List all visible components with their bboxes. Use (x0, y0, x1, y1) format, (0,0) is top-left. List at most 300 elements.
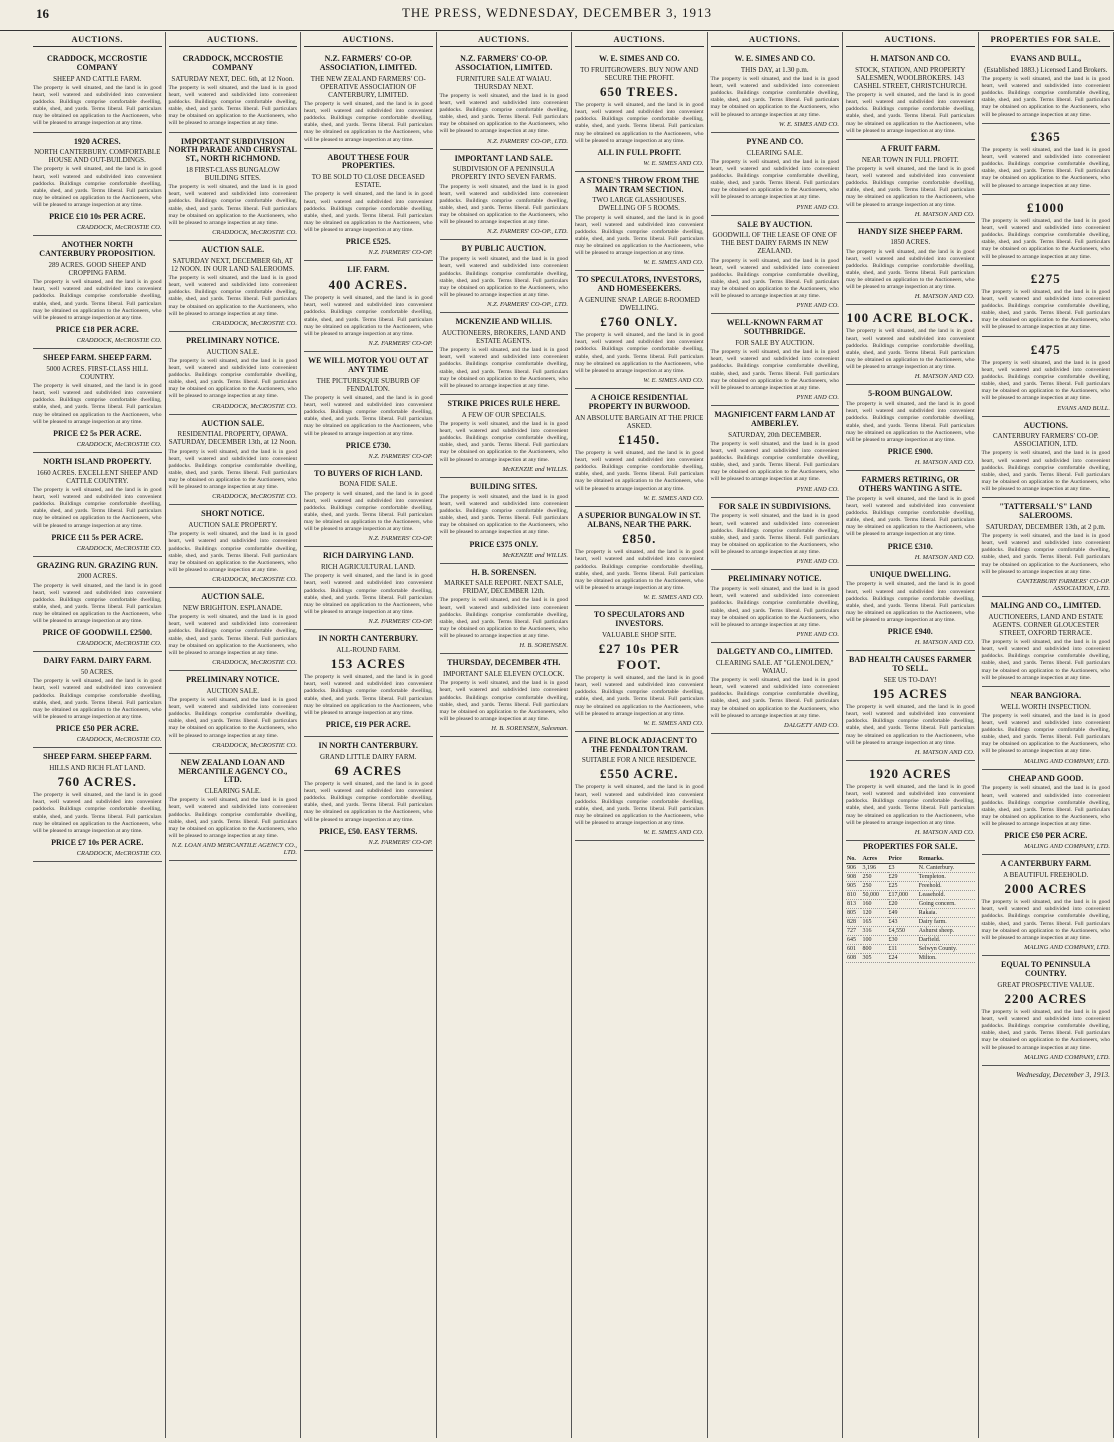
ad-signature: PYNE AND CO. (796, 203, 839, 211)
ad-body-text: The property is well situated, and the land is in good heart, well watered and subdivided into convenient paddocks. Buildings comprise comfortable dwelling, stable, shed, and yards. Terms liberal. Full particulars may be obtained on application to the Auctioneers, who will be pleased to arrange inspection at any time. (439, 597, 568, 640)
column-heading: AUCTIONS. (846, 32, 975, 47)
ad-display-figure: £550 ACRE. (599, 766, 679, 782)
ad-price: PRICE, £19 PER ACRE. (325, 720, 411, 729)
table-row (846, 863, 975, 872)
ad-body-text: The property is well situated, and the land is in good heart, well watered and subdivided into convenient paddocks. Buildings comprise comfortable dwelling, stable, shed, and yards. Terms liberal. Full particulars may be obtained on application to the Auctioneers, who will be pleased to arrange inspection at any time. (575, 214, 704, 257)
ad-subheading: SATURDAY, 20th DECEMBER. (728, 430, 822, 439)
ad-body-text: The property is well situated, and the land is in good heart, well watered and subdivided into convenient paddocks. Buildings comprise comfortable dwelling, stable, shed, and yards. Terms liberal. Full particulars may be obtained on application to the Auctioneers, who will be pleased to arrange inspection at any time. (575, 332, 704, 374)
ad-headline: PRELIMINARY NOTICE. (728, 574, 822, 584)
ad-headline: FOR SALE IN SUBDIVISIONS. (718, 501, 831, 511)
advertisement (846, 50, 975, 140)
ad-signature: W. E. SIMES AND CO. (643, 829, 704, 837)
table-cell: Templeton. (918, 872, 975, 881)
ad-signature: PYNE AND CO. (796, 302, 839, 310)
ad-display-figure: £1450. (618, 431, 661, 447)
advertisement (575, 507, 704, 607)
advertisement (575, 389, 704, 507)
ad-body-text: The property is well situated, and the land is in good heart, well watered and subdivided into convenient paddocks. Buildings comprise comfortable dwelling, stable, shed, and yards. Terms liberal. Full particulars may be obtained on application to the Auctioneers, who will be pleased to arrange inspection at any time. (846, 495, 975, 538)
advertisement (575, 606, 704, 732)
ad-signature: H. B. SORENSEN, Salesman. (491, 725, 568, 733)
ad-signature: CRADDOCK, McCROSTIE CO. (76, 544, 162, 552)
ad-headline: TO BUYERS OF RICH LAND. (314, 468, 423, 478)
advertisement (846, 566, 975, 652)
table-cell: £49 (888, 908, 918, 917)
advertisement (982, 597, 1111, 687)
ad-signature: MALING AND COMPANY, LTD. (1024, 757, 1110, 765)
ad-body-text: The property is well situated, and the land is in good heart, well watered and subdivided into convenient paddocks. Buildings comprise comfortable dwelling, stable, shed, and yards. Terms liberal. Full particulars may be obtained on application to the Auctioneers, who will be pleased to arrange inspection at any time. (168, 614, 297, 656)
table-cell: 160 (861, 899, 887, 908)
ad-headline: NORTH ISLAND PROPERTY. (43, 456, 152, 466)
ad-body-text: The property is well situated, and the land is in good heart, well watered and subdivided into convenient paddocks. Buildings comprise comfortable dwelling, stable, shed, and yards. Terms liberal. Full particulars may be obtained on application to the Auctioneers, who will be pleased to arrange inspection at any time. (33, 792, 162, 834)
ad-body-text: The property is well situated, and the land is in good heart, well watered and subdivided into convenient paddocks. Buildings comprise comfortable dwelling, stable, shed, and yards. Terms liberal. Full particulars may be obtained on application to the Auctioneers, who will be pleased to arrange inspection at any time. (846, 401, 975, 443)
ad-signature: W. E. SIMES AND CO. (643, 594, 704, 602)
ad-body-text: The property is well situated, and the land is in good heart, well watered and subdivided into convenient paddocks. Buildings comprise comfortable dwelling, stable, shed, and yards. Terms liberal. Full particulars may be obtained on application to the Auctioneers, who will be pleased to arrange inspection at any time. (33, 582, 162, 625)
ad-body-text: The property is well situated, and the land is in good heart, well watered and subdivided into convenient paddocks. Buildings comprise comfortable dwelling, stable, shed, and yards. Terms liberal. Full particulars may be obtained on application to the Auctioneers, who will be pleased to arrange inspection at any time. (168, 274, 297, 317)
ad-signature: H. MATSON AND CO. (914, 373, 975, 381)
ad-signature: W. E. SIMES AND CO. (778, 120, 839, 128)
ad-headline: CHEAP AND GOOD. (1008, 773, 1084, 783)
ad-price: PRICE £940. (887, 627, 933, 637)
ad-headline: BAD HEALTH CAUSES FARMER TO SELL. (849, 655, 972, 674)
ad-body-text: The property is well situated, and the land is in good heart, well watered and subdivided into convenient paddocks. Buildings comprise comfortable dwelling, stable, shed, and yards. Terms liberal. Full particulars may be obtained on application to the Auctioneers, who will be pleased to arrange inspection at any time. (846, 91, 975, 134)
table-row (846, 953, 975, 962)
ad-subheading: MARKET SALE REPORT. NEXT SALE, FRIDAY, DECEMBER 12th. (444, 579, 564, 596)
table-cell: 165 (861, 917, 887, 926)
ad-headline: BY PUBLIC AUCTION. (461, 244, 546, 254)
ad-price: PRICE OF GOODWILL £2500. (42, 628, 152, 638)
ad-headline: ANOTHER NORTH CANTERBURY PROPOSITION. (39, 240, 156, 259)
ad-subheading: TO BE SOLD TO CLOSE DECEASED ESTATE. (311, 173, 425, 190)
ad-signature: N.Z. FARMERS' CO-OP., LTD. (487, 228, 568, 236)
ad-subheading: CLEARING SALE. (746, 148, 803, 157)
ad-signature: N.Z. FARMERS' CO-OP., LTD. (487, 301, 568, 309)
ad-signature: H. MATSON AND CO. (914, 459, 975, 467)
advertisement (169, 671, 298, 754)
ad-display-figure: 69 ACRES (334, 762, 403, 778)
ad-headline: A SUPERIOR BUNGALOW IN ST. ALBANS, NEAR THE PARK. (577, 510, 701, 529)
advertisement (982, 50, 1111, 124)
advertisement (575, 271, 704, 389)
ad-body-text: The property is well situated, and the land is in good heart, well watered and subdivided into convenient paddocks. Buildings comprise comfortable dwelling, stable, shed, and yards. Terms liberal. Full particulars may be obtained on application to the Auctioneers, who will be pleased to arrange inspection at any time. (846, 248, 975, 291)
ad-signature: DALGETY AND CO. (784, 721, 839, 729)
ad-display-figure: 760 ACRES. (57, 774, 137, 790)
ad-body-text: The property is well situated, and the land is in good heart, well watered and subdivided into convenient paddocks. Buildings comprise comfortable dwelling, stable, shed, and yards. Terms liberal. Full particulars may be obtained on application to the Auctioneers, who will be pleased to arrange inspection at any time. (981, 359, 1110, 402)
ad-subheading: A FEW OF OUR SPECIALS. (461, 410, 546, 419)
table-row (846, 881, 975, 890)
ad-subheading: A BEAUTIFUL FREEHOLD. (1003, 871, 1089, 880)
ad-display-figure: £760 ONLY. (600, 314, 679, 330)
ad-headline: A FINE BLOCK ADJACENT TO THE FENDALTON TRAM. (581, 735, 698, 754)
advertisement (33, 748, 162, 862)
ad-subheading: 50 ACRES. (80, 668, 114, 677)
table-cell: 316 (861, 926, 887, 935)
ad-body-text: The property is well situated, and the land is in good heart, well watered and subdivided into convenient paddocks. Buildings comprise comfortable dwelling, stable, shed, and yards. Terms liberal. Full particulars may be obtained on application to the Auctioneers, who will be pleased to arrange inspection at any time. (846, 704, 975, 746)
advertisement (33, 453, 162, 557)
ad-subheading: VALUABLE SHOP SITE. (602, 630, 677, 639)
ad-subheading: BONA FIDE SALE. (339, 480, 398, 489)
advertisement (440, 654, 569, 737)
ad-headline: CRADDOCK, MCCROSTIE COMPANY (182, 54, 283, 72)
ad-signature: N.Z. FARMERS' CO-OP., LTD. (487, 137, 568, 145)
advertisement (711, 498, 840, 571)
ad-headline: "TATTERSALL'S" LAND SALEROOMS. (999, 502, 1093, 521)
advertisement (846, 140, 975, 223)
ad-price: PRICE £7 10s PER ACRE. (51, 838, 144, 848)
advertisement (711, 133, 840, 216)
advertisement (169, 588, 298, 671)
ad-subheading: AUCTION SALE. (206, 347, 259, 356)
ad-body-text: The property is well situated, and the land is in good heart, well watered and subdivided into convenient paddocks. Buildings comprise comfortable dwelling, stable, shed, and yards. Terms liberal. Full particulars may be obtained on application to the Auctioneers, who will be pleased to arrange inspection at any time. (439, 680, 568, 722)
ad-subheading: NORTH CANTERBURY. COMFORTABLE HOUSE AND OUT-BUILDINGS. (34, 148, 161, 165)
ad-subheading: FURNITURE SALE AT WAIAU. THURSDAY NEXT. (456, 74, 552, 91)
ad-display-figure: 100 ACRE BLOCK. (846, 310, 974, 326)
ad-signature: CRADDOCK, McCROSTIE CO. (76, 640, 162, 648)
ad-body-text: The property is well situated, and the land is in good heart, well watered and subdivided into convenient paddocks. Buildings comprise comfortable dwelling, stable, shed, and yards. Terms liberal. Full particulars may be obtained on application to the Auctioneers, who will be pleased to arrange inspection at any time. (846, 165, 975, 208)
ad-price: ALL IN FULL PROFIT. (597, 147, 681, 157)
advertisement (440, 313, 569, 395)
ad-body-text: The property is well situated, and the land is in good heart, well watered and subdivided into convenient paddocks. Buildings comprise comfortable dwelling, stable, shed, and yards. Terms liberal. Full particulars may be obtained on application to the Auctioneers, who will be pleased to arrange inspection at any time. (981, 450, 1110, 493)
ad-signature: H. MATSON AND CO. (914, 553, 975, 561)
advertisement (169, 505, 298, 588)
ad-headline: WELL-KNOWN FARM AT SOUTHBRIDGE. (726, 318, 823, 337)
table-row (846, 890, 975, 899)
table-cell: 50,000 (861, 890, 887, 899)
ad-subheading: 1660 ACRES. EXCELLENT SHEEP AND CATTLE COUNTRY. (36, 468, 158, 485)
ad-signature: PYNE AND CO. (796, 631, 839, 639)
ad-signature: CANTERBURY FARMERS' CO-OP. ASSOCIATION, LTD. (1016, 577, 1110, 592)
ad-headline: W. E. SIMES AND CO. (599, 54, 680, 63)
ad-signature: N.Z. FARMERS' CO-OP. (368, 618, 433, 626)
ad-subheading: GREAT PROSPECTIVE VALUE. (997, 980, 1095, 989)
advertisement (846, 761, 975, 841)
advertisement (304, 352, 433, 465)
ad-signature: N.Z. LOAN AND MERCANTILE AGENCY CO., LTD. (171, 842, 297, 857)
ad-signature: McKENZIE and WILLIS. (502, 551, 568, 559)
ad-body-text: The property is well situated, and the land is in good heart, well watered and subdivided into convenient paddocks. Buildings comprise comfortable dwelling, stable, shed, and yards. Terms liberal. Full particulars may be obtained on application to the Auctioneers, who will be pleased to arrange inspection at any time. (33, 486, 162, 529)
ad-subheading: CANTERBURY FARMERS' CO-OP. ASSOCIATION, LTD. (992, 432, 1099, 449)
ad-body-text: The property is well situated, and the land is in good heart, well watered and subdivided into convenient paddocks. Buildings comprise comfortable dwelling, stable, shed, and yards. Terms liberal. Full particulars may be obtained on application to the Auctioneers, who will be pleased to arrange inspection at any time. (710, 158, 839, 201)
columns-container (30, 32, 1114, 1438)
ad-body-text: The property is well situated, and the land is in good heart, well watered and subdivided into convenient paddocks. Buildings comprise comfortable dwelling, stable, shed, and yards. Terms liberal. Full particulars may be obtained on application to the Auctioneers, who will be pleased to arrange inspection at any time. (439, 493, 568, 536)
ad-headline: A CANTERBURY FARM. (1000, 859, 1092, 869)
table-cell: £20 (888, 899, 918, 908)
column-7 (843, 32, 979, 1438)
ad-body-text: The property is well situated, and the land is in good heart, well watered and subdivided into convenient paddocks. Buildings comprise comfortable dwelling, stable, shed, and yards. Terms liberal. Full particulars may be obtained on application to the Auctioneers, who will be pleased to arrange inspection at any time. (981, 712, 1110, 755)
ad-body-text: The property is well situated, and the land is in good heart, well watered and subdivided into convenient paddocks. Buildings comprise comfortable dwelling, stable, shed, and yards. Terms liberal. Full particulars may be obtained on application to the Auctioneers, who will be pleased to arrange inspection at any time. (575, 784, 704, 827)
ad-headline: NEW ZEALAND LOAN AND MERCANTILE AGENCY CO., LTD. (178, 757, 288, 785)
ad-signature: MALING AND COMPANY, LTD. (1024, 843, 1110, 851)
table-cell: 305 (861, 953, 887, 962)
column-heading: AUCTIONS. (33, 32, 162, 47)
table-cell: Milton. (918, 953, 975, 962)
ad-signature: PYNE AND CO. (796, 394, 839, 402)
ad-signature: H. MATSON AND CO. (914, 828, 975, 836)
ad-body-text: The property is well situated, and the land is in good heart, well watered and subdivided into convenient paddocks. Buildings comprise comfortable dwelling, stable, shed, and yards. Terms liberal. Full particulars may be obtained on application to the Auctioneers, who will be pleased to arrange inspection at any time. (846, 328, 975, 371)
ad-signature: CRADDOCK, McCROSTIE CO. (76, 224, 162, 232)
ad-body-text: The property is well situated, and the land is in good heart, well watered and subdivided into convenient paddocks. Buildings comprise comfortable dwelling, stable, shed, and yards. Terms liberal. Full particulars may be obtained on application to the Auctioneers, who will be pleased to arrange inspection at any time. (304, 490, 433, 533)
ad-signature: W. E. SIMES AND CO. (643, 377, 704, 385)
table-cell: £30 (888, 935, 918, 944)
ad-signature: N.Z. FARMERS' CO-OP. (368, 838, 433, 846)
ad-subheading: GRAND LITTLE DAIRY FARM. (320, 752, 417, 761)
ad-body-text: The property is well situated, and the land is in good heart, well watered and subdivided into convenient paddocks. Buildings comprise comfortable dwelling, stable, shed, and yards. Terms liberal. Full particulars may be obtained on application to the Auctioneers, who will be pleased to arrange inspection at any time. (168, 448, 297, 491)
ad-body-text: The property is well situated, and the land is in good heart, well watered and subdivided into convenient paddocks. Buildings comprise comfortable dwelling, stable, shed, and yards. Terms liberal. Full particulars may be obtained on application to the Auctioneers, who will be pleased to arrange inspection at any time. (439, 256, 568, 299)
ad-subheading: RICH AGRICULTURAL LAND. (320, 563, 416, 572)
ad-headline: IMPORTANT LAND SALE. (454, 153, 553, 163)
ad-signature: CRADDOCK, McCROSTIE CO. (212, 319, 297, 327)
ad-display-figure: 1920 ACRES (868, 765, 952, 781)
ad-headline: 1920 ACRES. (73, 136, 121, 146)
paper-title: THE PRESS, WEDNESDAY, DECEMBER 3, 1913 (401, 5, 713, 20)
ad-display-figure: £365 (1030, 128, 1061, 144)
ad-subheading: TWO LARGE GLASSHOUSES. DWELLING OF 5 ROOMS. (592, 196, 687, 213)
ad-signature: CRADDOCK, McCROSTIE CO. (212, 576, 297, 584)
ad-headline: HANDY SIZE SHEEP FARM. (858, 226, 963, 236)
column-4 (437, 32, 573, 1438)
ad-headline: SHEEP FARM. SHEEP FARM. (43, 752, 152, 762)
ad-signature: CRADDOCK, McCROSTIE CO. (76, 440, 162, 448)
ad-body-text: The property is well situated, and the land is in good heart, well watered and subdivided into convenient paddocks. Buildings comprise comfortable dwelling, stable, shed, and yards. Terms liberal. Full particulars may be obtained on application to the Auctioneers, who will be pleased to arrange inspection at any time. (168, 696, 297, 739)
ad-headline: AUCTION SALE. (201, 592, 265, 602)
advertisement (169, 332, 298, 415)
ad-body-text: The property is well situated, and the land is in good heart, well watered and subdivided into convenient paddocks. Buildings comprise comfortable dwelling, stable, shed, and yards. Terms liberal. Full particulars may be obtained on application to the Auctioneers, who will be pleased to arrange inspection at any time. (304, 295, 433, 337)
ad-display-figure: 2200 ACRES (1004, 990, 1088, 1006)
ad-subheading: AUCTIONEERS, LAND AND ESTATE AGENTS. CORNER GLOUCESTER STREET, OXFORD TERRACE. (988, 612, 1104, 637)
ad-price: PRICE £900. (887, 447, 933, 457)
ad-subheading: (Established 1883.) Licensed Land Brokers. (984, 65, 1108, 74)
advertisement (982, 337, 1111, 417)
table-row (846, 872, 975, 881)
ad-body-text: The property is well situated, and the land is in good heart, well watered and subdivided into convenient paddocks. Buildings comprise comfortable dwelling, stable, shed, and yards. Terms liberal. Full particulars may be obtained on application to the Auctioneers, who will be pleased to arrange inspection at any time. (981, 785, 1110, 828)
advertisement (304, 261, 433, 352)
ad-subheading: CLEARING SALE. (204, 787, 261, 796)
advertisement (440, 395, 569, 478)
ad-subheading: FOR SALE BY AUCTION. (735, 339, 815, 348)
table-cell: N. Canterbury. (918, 863, 975, 872)
ad-body-text: The property is well situated, and the land is in good heart, well watered and subdivided into convenient paddocks. Buildings comprise comfortable dwelling, stable, shed, and yards. Terms liberal. Full particulars may be obtained on application to the Auctioneers, who will be pleased to arrange inspection at any time. (304, 780, 433, 823)
ad-body-text: The property is well situated, and the land is in good heart, well watered and subdivided into convenient paddocks. Buildings comprise comfortable dwelling, stable, shed, and yards. Terms liberal. Full particulars may be obtained on application to the Auctioneers, who will be pleased to arrange inspection at any time. (304, 573, 433, 616)
ad-display-figure: £1000 (1027, 199, 1065, 215)
ad-display-figure: 2000 ACRES (1004, 881, 1088, 897)
column-heading: AUCTIONS. (711, 32, 840, 47)
advertisement (33, 236, 162, 349)
advertisement (846, 223, 975, 306)
ad-body-text: The property is well situated, and the land is in good heart, well watered and subdivided into convenient paddocks. Buildings comprise comfortable dwelling, stable, shed, and yards. Terms liberal. Full particulars may be obtained on application to the Auctioneers, who will be pleased to arrange inspection at any time. (981, 533, 1110, 575)
ad-price: PRICE £50 PER ACRE. (1004, 831, 1088, 841)
ad-body-text: The property is well situated, and the land is in good heart, well watered and subdivided into convenient paddocks. Buildings comprise comfortable dwelling, stable, shed, and yards. Terms liberal. Full particulars may be obtained on application to the Auctioneers, who will be pleased to arrange inspection at any time. (710, 257, 839, 300)
ad-headline: DALGETY AND CO., LIMITED. (716, 647, 833, 657)
ad-subheading: SUBDIVISION OF A PENINSULA PROPERTY INTO SEVEN FARMS. (451, 165, 556, 182)
ad-signature: MALING AND COMPANY, LTD. (1024, 944, 1110, 952)
table-cell: Freehold. (918, 881, 975, 890)
ad-signature: N.Z. FARMERS' CO-OP. (368, 452, 433, 460)
ad-subheading: NEW BRIGHTON. ESPLANADE. (182, 604, 283, 613)
table-header-row (846, 855, 975, 864)
ad-headline: MCKENZIE AND WILLIS. (455, 317, 553, 327)
ad-headline: AUCTIONS. (1023, 420, 1068, 430)
ad-subheading: HILLS AND RICH FLAT LAND. (49, 764, 146, 773)
ad-headline: SHEEP FARM. SHEEP FARM. (43, 353, 152, 363)
column-1 (30, 32, 166, 1438)
advertisement (440, 564, 569, 655)
ad-headline: DAIRY FARM. DAIRY FARM. (43, 656, 152, 666)
table-cell: 805 (846, 908, 861, 917)
ad-display-figure: £275 (1030, 270, 1061, 286)
ad-body-text: The property is well situated, and the land is in good heart, well watered and subdivided into convenient paddocks. Buildings comprise comfortable dwelling, stable, shed, and yards. Terms liberal. Full particulars may be obtained on application to the Auctioneers, who will be pleased to arrange inspection at any time. (981, 146, 1110, 189)
ad-signature: CRADDOCK, McCROSTIE CO. (212, 402, 297, 410)
ad-body-text: The property is well situated, and the land is in good heart, well watered and subdivided into convenient paddocks. Buildings comprise comfortable dwelling, stable, shed, and yards. Terms liberal. Full particulars may be obtained on application to the Auctioneers, who will be pleased to arrange inspection at any time. (168, 357, 297, 400)
ad-price: PRICE £525. (345, 237, 391, 247)
ad-headline: 5-ROOM BUNGALOW. (868, 389, 953, 399)
column-2 (166, 32, 302, 1438)
ad-subheading: A GENUINE SNAP. LARGE 8-ROOMED DWELLING. (578, 296, 700, 313)
ad-signature: H. MATSON AND CO. (914, 639, 975, 647)
ad-headline: PYNE AND CO. (746, 136, 804, 146)
advertisement (846, 305, 975, 385)
table-cell: £3 (888, 863, 918, 872)
ad-subheading: GOODWILL OF THE LEASE OF ONE OF THE BEST DAIRY FARMS IN NEW ZEALAND. (712, 231, 837, 256)
ad-subheading: RESIDENTIAL PROPERTY, OPAWA. SATURDAY, DECEMBER 13th, at 12 Noon. (168, 430, 297, 447)
ad-body-text: The property is well situated, and the land is in good heart, well watered and subdivided into convenient paddocks. Buildings comprise comfortable dwelling, stable, shed, and yards. Terms liberal. Full particulars may be obtained on application to the Auctioneers, who will be pleased to arrange inspection at any time. (304, 394, 433, 437)
ad-headline: W. E. SIMES AND CO. (734, 54, 815, 63)
advertisement (33, 133, 162, 237)
ad-body-text: The property is well situated, and the land is in good heart, well watered and subdivided into convenient paddocks. Buildings comprise comfortable dwelling, stable, shed, and yards. Terms liberal. Full particulars may be obtained on application to the Auctioneers, who will be pleased to arrange inspection at any time. (981, 1008, 1110, 1051)
ad-body-text: The property is well situated, and the land is in good heart, well watered and subdivided into convenient paddocks. Buildings comprise comfortable dwelling, stable, shed, and yards. Terms liberal. Full particulars may be obtained on application to the Auctioneers, who will be pleased to arrange inspection at any time. (33, 84, 162, 127)
advertisement (304, 465, 433, 548)
ad-signature: H. B. SORENSEN. (519, 642, 568, 650)
ad-subheading: THE PICTURESQUE SUBURB OF FENDALTON. (316, 376, 420, 393)
advertisement (575, 172, 704, 272)
table-row (846, 917, 975, 926)
ad-body-text: The property is well situated, and the land is in good heart, well watered and subdivided into convenient paddocks. Buildings comprise comfortable dwelling, stable, shed, and yards. Terms liberal. Full particulars may be obtained on application to the Auctioneers, who will be pleased to arrange inspection at any time. (981, 75, 1110, 118)
ad-signature: CRADDOCK, McCROSTIE CO. (76, 736, 162, 744)
ad-signature: McKENZIE and WILLIS. (502, 465, 568, 473)
ad-body-text: The property is well situated, and the land is in good heart, well watered and subdivided into convenient paddocks. Buildings comprise comfortable dwelling, stable, shed, and yards. Terms liberal. Full particulars may be obtained on application to the Auctioneers, who will be pleased to arrange inspection at any time. (575, 674, 704, 717)
table-cell: 905 (846, 881, 861, 890)
ad-body-text: The property is well situated, and the land is in good heart, well watered and subdivided into convenient paddocks. Buildings comprise comfortable dwelling, stable, shed, and yards. Terms liberal. Full particulars may be obtained on application to the Auctioneers, who will be pleased to arrange inspection at any time. (33, 279, 162, 321)
advertisement (711, 314, 840, 406)
ad-headline: N.Z. FARMERS' CO-OP. ASSOCIATION, LIMITED. (319, 54, 417, 72)
ad-subheading: NEAR TOWN IN FULL PROFIT. (861, 155, 959, 164)
ad-signature: CRADDOCK, McCROSTIE CO. (212, 493, 297, 501)
table-row (846, 944, 975, 953)
ad-body-text: The property is well situated, and the land is in good heart, well watered and subdivided into convenient paddocks. Buildings comprise comfortable dwelling, stable, shed, and yards. Terms liberal. Full particulars may be obtained on application to the Auctioneers, who will be pleased to arrange inspection at any time. (710, 75, 839, 118)
advertisement (33, 652, 162, 748)
advertisement (440, 50, 569, 150)
ad-headline: N.Z. FARMERS' CO-OP. ASSOCIATION, LIMITED. (455, 54, 553, 72)
advertisement (711, 570, 840, 643)
ad-price: PRICE £730. (345, 440, 391, 450)
ad-subheading: THIS DAY, at 1.30 p.m. (740, 65, 809, 74)
ad-headline: AUCTION SALE. (201, 245, 265, 254)
ad-headline: TO SPECULATORS, INVESTORS, AND HOMESEEKERS. (577, 275, 702, 294)
ad-subheading: AUCTION SALE PROPERTY. (188, 521, 278, 530)
ad-headline: IN NORTH CANTERBURY. (318, 634, 418, 644)
ad-subheading: AUCTIONEERS, BROKERS, LAND AND ESTATE AGENTS. (441, 328, 566, 346)
advertisement (982, 417, 1111, 499)
ad-headline: PRELIMINARY NOTICE. (186, 675, 280, 684)
advertisement (711, 406, 840, 498)
column-heading: AUCTIONS. (575, 32, 704, 47)
ad-headline: RICH DAIRYING LAND. (322, 551, 414, 561)
advertisement (982, 770, 1111, 856)
ad-display-figure: £850. (622, 531, 657, 547)
ad-body-text: The property is well situated, and the land is in good heart, well watered and subdivided into convenient paddocks. Buildings comprise comfortable dwelling, stable, shed, and yards. Terms liberal. Full particulars may be obtained on application to the Auctioneers, who will be pleased to arrange inspection at any time. (981, 217, 1110, 260)
ad-subheading: CLEARING SALE. AT "GLENOLDEN," WAIAU. (715, 658, 834, 675)
table-header: Acres (861, 855, 887, 864)
ad-signature: PYNE AND CO. (796, 485, 839, 493)
ad-body-text: The property is well situated, and the land is in good heart, well watered and subdivided into convenient paddocks. Buildings comprise comfortable dwelling, stable, shed, and yards. Terms liberal. Full particulars may be obtained on application to the Auctioneers, who will be pleased to arrange inspection at any time. (439, 347, 568, 389)
ad-display-figure: 153 ACRES (330, 656, 406, 672)
ad-body-text: The property is well situated, and the land is in good heart, well watered and subdivided into convenient paddocks. Buildings comprise comfortable dwelling, stable, shed, and yards. Terms liberal. Full particulars may be obtained on application to the Auctioneers, who will be pleased to arrange inspection at any time. (304, 674, 433, 716)
advertisement (33, 50, 162, 133)
ad-body-text: The property is well situated, and the land is in good heart, well watered and subdivided into convenient paddocks. Buildings comprise comfortable dwelling, stable, shed, and yards. Terms liberal. Full particulars may be obtained on application to the Auctioneers, who will be pleased to arrange inspection at any time. (710, 513, 839, 556)
advertisement (440, 240, 569, 313)
ad-signature: CRADDOCK, McCROSTIE CO. (76, 337, 162, 345)
advertisement (169, 241, 298, 332)
ad-headline: SALE BY AUCTION. (737, 219, 813, 229)
advertisement (304, 630, 433, 737)
ad-subheading: AUCTION SALE. (206, 686, 259, 695)
advertisement (711, 50, 840, 133)
ad-display-figure: 650 TREES. (600, 83, 679, 99)
advertisement (982, 124, 1111, 195)
ad-headline: LIF. FARM. (347, 265, 390, 275)
ad-body-text: The property is well situated, and the land is in good heart, well watered and subdivided into convenient paddocks. Buildings comprise comfortable dwelling, stable, shed, and yards. Terms liberal. Full particulars may be obtained on application to the Auctioneers, who will be pleased to arrange inspection at any time. (846, 581, 975, 624)
ad-display-figure: £27 10s PER FOOT. (598, 640, 680, 672)
column-heading: AUCTIONS. (304, 32, 433, 47)
ad-body-text: The property is well situated, and the land is in good heart, well watered and subdivided into convenient paddocks. Buildings comprise comfortable dwelling, stable, shed, and yards. Terms liberal. Full particulars may be obtained on application to the Auctioneers, who will be pleased to arrange inspection at any time. (575, 101, 704, 144)
table-cell: £4,550 (888, 926, 918, 935)
advertisement (304, 149, 433, 262)
ad-body-text: The property is well situated, and the land is in good heart, well watered and subdivided into convenient paddocks. Buildings comprise comfortable dwelling, stable, shed, and yards. Terms liberal. Full particulars may be obtained on application to the Auctioneers, who will be pleased to arrange inspection at any time. (304, 191, 433, 234)
ad-price: PRICE £10 10s PER ACRE. (49, 212, 146, 222)
ad-signature: H. MATSON AND CO. (914, 748, 975, 756)
column-5 (572, 32, 708, 1438)
column-3 (301, 32, 437, 1438)
advertisement (575, 732, 704, 842)
ad-price: PRICE £50 PER ACRE. (55, 724, 139, 734)
ad-body-text: The property is well situated, and the land is in good heart, well watered and subdivided into convenient paddocks. Buildings comprise comfortable dwelling, stable, shed, and yards. Terms liberal. Full particulars may be obtained on application to the Auctioneers, who will be pleased to arrange inspection at any time. (33, 678, 162, 721)
ad-subheading: 1850 ACRES. (890, 238, 931, 247)
table-cell: 727 (846, 926, 861, 935)
table-cell: £24 (888, 953, 918, 962)
ad-signature: CRADDOCK, McCROSTIE CO. (76, 850, 162, 858)
ad-price: PRICE £11 5s PER ACRE. (51, 532, 144, 542)
ad-signature: N.Z. FARMERS' CO-OP. (368, 535, 433, 543)
table-cell: Dairy farm. (918, 917, 975, 926)
ad-headline: MAGNIFICENT FARM LAND AT AMBERLEY. (714, 410, 836, 428)
ad-body-text: The property is well situated, and the land is in good heart, well watered and subdivided into convenient paddocks. Buildings comprise comfortable dwelling, stable, shed, and yards. Terms liberal. Full particulars may be obtained on application to the Auctioneers, who will be pleased to arrange inspection at any time. (981, 638, 1110, 681)
advertisement (711, 643, 840, 734)
ad-signature: MALING AND COMPANY, LTD. (1024, 1053, 1110, 1061)
ad-price: PRICE £18 PER ACRE. (55, 325, 139, 335)
ad-subheading: WELL WORTH INSPECTION. (1000, 702, 1091, 711)
ad-display-figure: 400 ACRES. (328, 277, 408, 293)
table-header: Price (888, 855, 918, 864)
table-cell: 828 (846, 917, 861, 926)
ad-headline: GRAZING RUN. GRAZING RUN. (36, 560, 158, 570)
ad-headline: NEAR BANGIORA. (1010, 690, 1082, 700)
table-cell: 250 (861, 872, 887, 881)
table-cell: £11 (888, 944, 918, 953)
ad-subheading: 5000 ACRES. FIRST-CLASS HILL COUNTRY. (46, 364, 149, 381)
ad-headline: FARMERS RETIRING, OR OTHERS WANTING A SITE. (858, 475, 962, 493)
column-heading: AUCTIONS. (169, 32, 298, 47)
ad-body-text: The property is well situated, and the land is in good heart, well watered and subdivided into convenient paddocks. Buildings comprise comfortable dwelling, stable, shed, and yards. Terms liberal. Full particulars may be obtained on application to the Auctioneers, who will be pleased to arrange inspection at any time. (168, 531, 297, 574)
advertisement (169, 415, 298, 506)
table-cell: 608 (846, 953, 861, 962)
